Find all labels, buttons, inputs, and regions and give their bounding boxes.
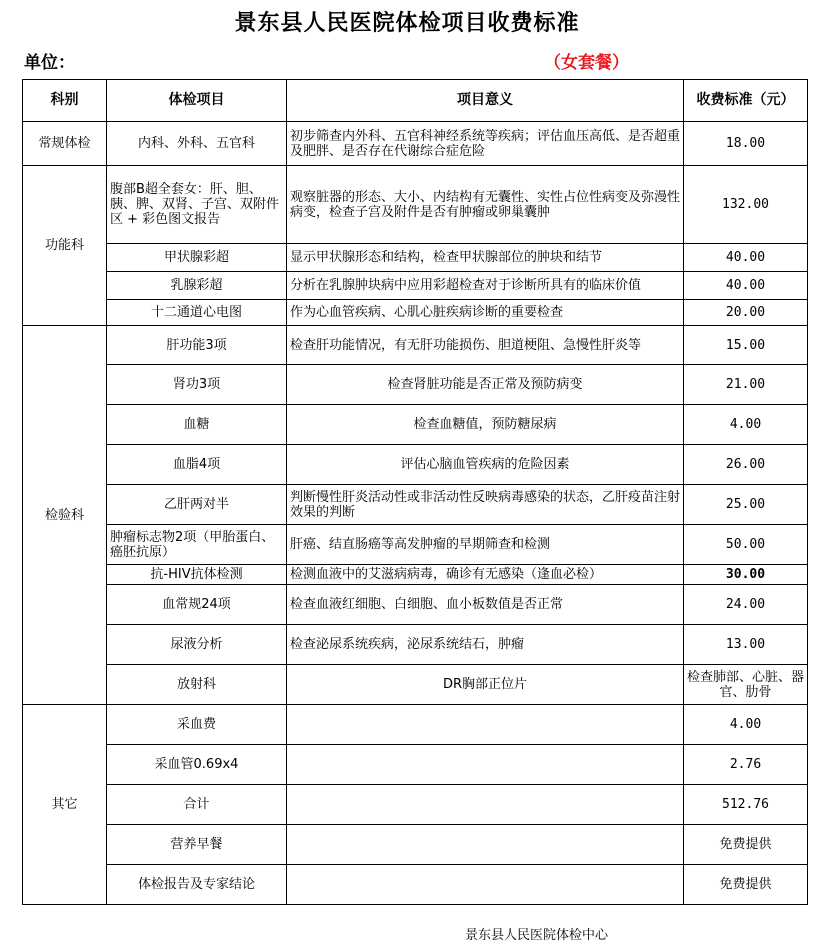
dept-routine: 常规体检 bbox=[23, 122, 107, 166]
table-row bbox=[23, 405, 808, 445]
table-row bbox=[23, 300, 808, 326]
total-price-cell: 512.76 bbox=[684, 785, 808, 825]
dept-lab: 检验科 bbox=[23, 326, 107, 705]
meaning-cell: 检查血糖值，预防糖尿病 bbox=[287, 405, 684, 445]
price-cell: 40.00 bbox=[684, 272, 808, 300]
table-row bbox=[23, 326, 808, 365]
dept-other: 其它 bbox=[23, 705, 107, 905]
footer-signature: 景东县人民医院体检中心 bbox=[465, 928, 609, 943]
meaning-cell bbox=[287, 745, 684, 785]
table-row bbox=[23, 705, 808, 745]
item-cell: 乳腺彩超 bbox=[107, 272, 287, 300]
meaning-cell: 检查血液红细胞、白细胞、血小板数值是否正常 bbox=[287, 585, 684, 625]
table-row bbox=[23, 244, 808, 272]
meaning-cell: 评估心脑血管疾病的危险因素 bbox=[287, 445, 684, 485]
header-meaning: 项目意义 bbox=[287, 80, 684, 122]
table-row bbox=[23, 865, 808, 905]
price-cell: 20.00 bbox=[684, 300, 808, 326]
table-row bbox=[23, 122, 808, 166]
meaning-cell: 检查泌尿系统疾病，泌尿系统结石，肿瘤 bbox=[287, 625, 684, 665]
item-cell: 营养早餐 bbox=[107, 825, 287, 865]
price-cell: 15.00 bbox=[684, 326, 808, 365]
meaning-cell bbox=[287, 705, 684, 745]
header-dept: 科别 bbox=[23, 80, 107, 122]
price-cell: 24.00 bbox=[684, 585, 808, 625]
fee-table bbox=[22, 79, 808, 905]
item-cell: 采血管0.69x4 bbox=[107, 745, 287, 785]
price-cell: 50.00 bbox=[684, 525, 808, 565]
price-cell: 4.00 bbox=[684, 405, 808, 445]
meaning-cell bbox=[287, 865, 684, 905]
table-row bbox=[23, 485, 808, 525]
item-cell: DR胸部正位片 bbox=[287, 665, 684, 705]
item-cell: 肿瘤标志物2项（甲胎蛋白、癌胚抗原） bbox=[107, 525, 287, 565]
header-price: 收费标准（元） bbox=[684, 80, 808, 122]
item-cell: 血常规24项 bbox=[107, 585, 287, 625]
dept-function: 功能科 bbox=[23, 166, 107, 326]
item-cell: 肾功3项 bbox=[107, 365, 287, 405]
meaning-cell: 作为心血管疾病、心肌心脏疾病诊断的重要检查 bbox=[287, 300, 684, 326]
item-cell: 抗-HIV抗体检测 bbox=[107, 565, 287, 585]
price-cell: 18.00 bbox=[684, 122, 808, 166]
item-cell: 内科、外科、五官科 bbox=[107, 122, 287, 166]
table-row bbox=[23, 625, 808, 665]
meaning-cell: 肝癌、结直肠癌等高发肿瘤的早期筛查和检测 bbox=[287, 525, 684, 565]
item-cell: 血脂4项 bbox=[107, 445, 287, 485]
table-row bbox=[23, 272, 808, 300]
table-row bbox=[23, 565, 808, 585]
dept-radiology: 放射科 bbox=[107, 665, 287, 705]
item-cell: 合计 bbox=[107, 785, 287, 825]
item-cell: 腹部B超全套女：肝、胆、胰、脾、双肾、子宫、双附件区 + 彩色图文报告 bbox=[107, 166, 287, 244]
price-cell: 免费提供 bbox=[684, 865, 808, 905]
price-cell: 4.00 bbox=[684, 705, 808, 745]
meaning-cell: 观察脏器的形态、大小、内结构有无囊性、实性占位性病变及弥漫性病变，检查子宫及附件是否有肿瘤或卵巢囊肿 bbox=[287, 166, 684, 244]
table-row bbox=[23, 525, 808, 565]
item-cell: 十二通道心电图 bbox=[107, 300, 287, 326]
meaning-cell: 检测血液中的艾滋病病毒，确诊有无感染（逢血必检） bbox=[287, 565, 684, 585]
package-label: （女套餐） bbox=[544, 53, 629, 73]
item-cell: 体检报告及专家结论 bbox=[107, 865, 287, 905]
price-cell: 132.00 bbox=[684, 166, 808, 244]
item-cell: 乙肝两对半 bbox=[107, 485, 287, 525]
item-cell: 血糖 bbox=[107, 405, 287, 445]
table-row bbox=[23, 785, 808, 825]
meaning-cell: 检查肝功能情况，有无肝功能损伤、胆道梗阻、急慢性肝炎等 bbox=[287, 326, 684, 365]
table-row bbox=[23, 825, 808, 865]
item-cell: 甲状腺彩超 bbox=[107, 244, 287, 272]
table-row bbox=[23, 166, 808, 244]
table-row bbox=[23, 585, 808, 625]
table-row bbox=[23, 365, 808, 405]
meaning-cell: 显示甲状腺形态和结构，检查甲状腺部位的肿块和结节 bbox=[287, 244, 684, 272]
table-row bbox=[23, 745, 808, 785]
meaning-cell: 判断慢性肝炎活动性或非活动性反映病毒感染的状态，乙肝疫苗注射效果的判断 bbox=[287, 485, 684, 525]
meaning-cell: 初步筛查内外科、五官科神经系统等疾病；评估血压高低、是否超重及肥胖、是否存在代谢综合症危险 bbox=[287, 122, 684, 166]
meaning-cell: 检查肺部、心脏、器官、肋骨 bbox=[684, 665, 808, 705]
meaning-cell: 检查肾脏功能是否正常及预防病变 bbox=[287, 365, 684, 405]
price-cell: 30.00 bbox=[684, 565, 808, 585]
meaning-cell bbox=[287, 785, 684, 825]
table-row bbox=[23, 445, 808, 485]
meaning-cell bbox=[287, 825, 684, 865]
price-cell: 40.00 bbox=[684, 244, 808, 272]
price-cell: 免费提供 bbox=[684, 825, 808, 865]
price-cell: 2.76 bbox=[684, 745, 808, 785]
item-cell: 尿液分析 bbox=[107, 625, 287, 665]
page-title: 景东县人民医院体检项目收费标准 bbox=[234, 10, 580, 36]
price-cell: 26.00 bbox=[684, 445, 808, 485]
price-cell: 25.00 bbox=[684, 485, 808, 525]
item-cell: 肝功能3项 bbox=[107, 326, 287, 365]
table-header-row bbox=[23, 80, 808, 122]
unit-label: 单位： bbox=[24, 53, 75, 73]
meaning-cell: 分析在乳腺肿块病中应用彩超检查对于诊断所具有的临床价值 bbox=[287, 272, 684, 300]
header-item: 体检项目 bbox=[107, 80, 287, 122]
price-cell: 21.00 bbox=[684, 365, 808, 405]
price-cell: 13.00 bbox=[684, 625, 808, 665]
item-cell: 采血费 bbox=[107, 705, 287, 745]
table-row bbox=[23, 665, 808, 705]
